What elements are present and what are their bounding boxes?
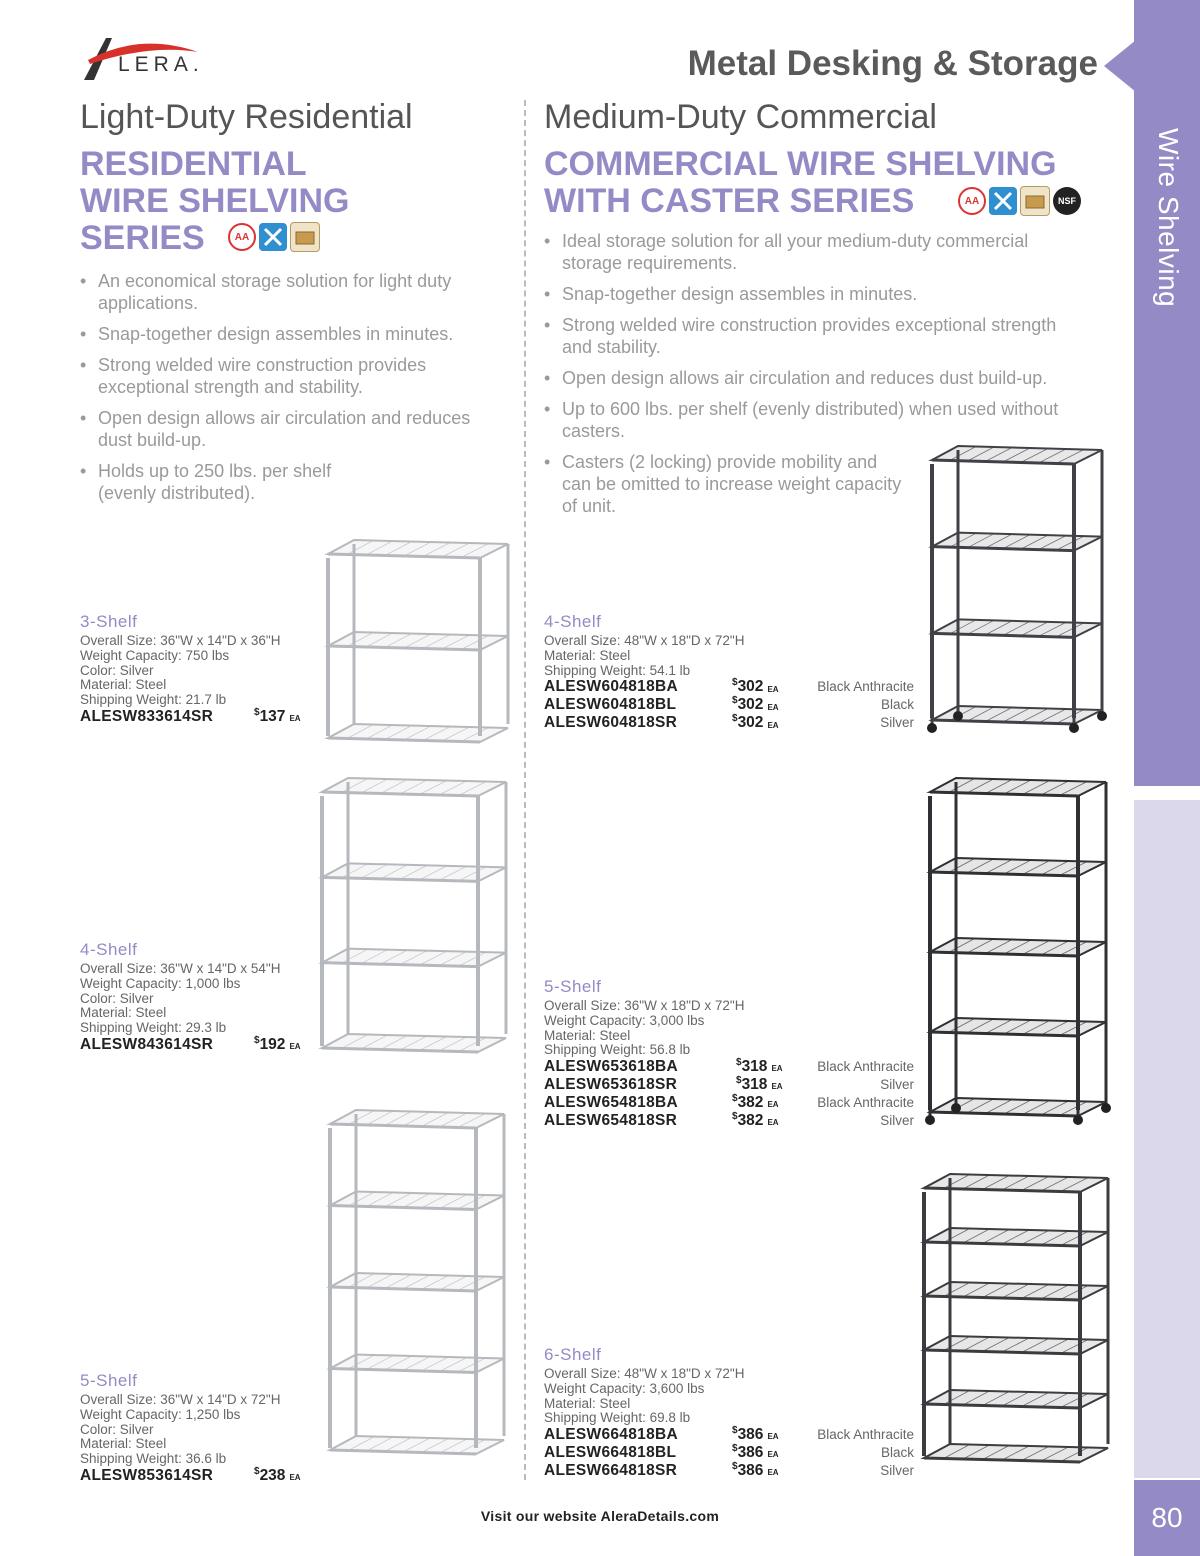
bullet-item: • Open design allows air circulation and reduces dust build-up. — [544, 367, 1089, 389]
sku-price: $238 EA — [254, 1465, 301, 1485]
product-spec: Material: Steel — [544, 1395, 631, 1411]
product-spec: Overall Size: 36"W x 18"D x 72"H — [544, 998, 745, 1013]
price-unit: EA — [289, 714, 301, 724]
product-spec: Material: Steel — [544, 647, 631, 663]
price-value: 238 — [259, 1467, 286, 1485]
right-series-line: WITH CASTER SERIES — [544, 182, 915, 220]
price-value: 382 — [737, 1094, 764, 1112]
price-value: 302 — [737, 714, 764, 732]
sku-color: Silver — [880, 715, 914, 731]
product-spec: Weight Capacity: 3,600 lbs — [544, 1380, 705, 1396]
sku-row — [544, 1462, 914, 1480]
right-series-line: COMMERCIAL WIRE SHELVING — [544, 145, 1057, 183]
sku-row — [80, 708, 320, 726]
shelf-image-4-black — [926, 444, 1108, 740]
sku-row — [544, 1426, 914, 1444]
page-title: Metal Desking & Storage — [687, 44, 1098, 83]
sku-code: ALESW843614SR — [80, 1035, 214, 1053]
side-tab — [1134, 0, 1200, 786]
sku-price: $382 EA — [732, 1093, 779, 1112]
product-spec: Weight Capacity: 3,000 lbs — [544, 1012, 705, 1028]
tools-icon — [259, 223, 287, 251]
product-spec: Color: Silver — [80, 662, 154, 678]
product-spec: Color: Silver — [80, 990, 154, 1006]
product-left-4-shelf — [80, 940, 320, 1054]
bullet-item: • Casters (2 locking) provide mobility and can be omitted to increase weight capacity of unit. — [544, 451, 902, 517]
sku-row — [80, 1467, 320, 1485]
sku-code: ALESW853614SR — [80, 1466, 214, 1484]
product-spec: Shipping Weight: 54.1 lb — [544, 662, 691, 678]
right-badges — [958, 186, 1081, 216]
bullet-item: • An economical storage solution for light duty applications. — [80, 270, 500, 314]
sku-color: Black Anthracite — [817, 1427, 914, 1443]
product-spec: Material: Steel — [80, 677, 167, 693]
right-subheading: Medium-Duty Commercial — [544, 98, 937, 136]
bullet-item: • Strong welded wire construction provides exceptional strength and stability. — [80, 354, 500, 398]
price-unit: EA — [771, 1082, 783, 1092]
price-value: 192 — [259, 1036, 286, 1054]
product-spec: Shipping Weight: 69.8 lb — [544, 1410, 691, 1426]
aa-badge-icon: AA — [958, 187, 986, 215]
product-right-4-shelf — [544, 612, 914, 732]
left-series-line: RESIDENTIAL — [80, 145, 307, 183]
product-left-3-shelf — [80, 612, 320, 726]
product-spec: Overall Size: 48"W x 18"D x 72"H — [544, 633, 745, 648]
sku-price: $382 EA — [732, 1111, 779, 1130]
price-unit: EA — [771, 1064, 783, 1074]
shelf-image-4-silver — [316, 776, 512, 1052]
product-title: 4-Shelf — [544, 612, 602, 631]
sku-code: ALESW833614SR — [80, 707, 214, 725]
shelf-image-5-black — [924, 776, 1112, 1132]
page-number: 80 — [1151, 1502, 1183, 1533]
product-left-5-shelf — [80, 1371, 320, 1485]
sku-color: Black Anthracite — [817, 679, 914, 695]
sku-price: $318 EA — [736, 1057, 783, 1076]
tools-icon — [989, 187, 1017, 215]
product-title: 3-Shelf — [80, 612, 138, 631]
product-spec: Overall Size: 36"W x 14"D x 36"H — [80, 633, 281, 648]
sku-row — [544, 1094, 914, 1112]
sku-price: $192 EA — [254, 1034, 301, 1054]
product-right-6-shelf — [544, 1345, 914, 1480]
sku-code: ALESW604818BL — [544, 696, 677, 714]
left-series-line: WIRE SHELVING — [80, 182, 350, 220]
sku-color: Silver — [880, 1113, 914, 1129]
logo-text: LERA. — [118, 53, 204, 76]
product-title: 6-Shelf — [544, 1345, 602, 1364]
product-right-5-shelf — [544, 977, 914, 1130]
sku-price: $386 EA — [732, 1461, 779, 1480]
bullet-item: • Snap-together design assembles in minutes. — [80, 323, 500, 345]
left-badges — [228, 222, 320, 252]
column-divider — [524, 100, 526, 1480]
product-spec: Overall Size: 36"W x 14"D x 72"H — [80, 1392, 281, 1407]
sku-code: ALESW654818SR — [544, 1112, 678, 1130]
product-spec: Overall Size: 48"W x 18"D x 72"H — [544, 1366, 745, 1381]
price-value: 137 — [259, 708, 286, 726]
sku-row — [544, 714, 914, 732]
nsf-badge-icon: NSF — [1053, 187, 1081, 215]
sku-color: Black Anthracite — [817, 1095, 914, 1111]
price-unit: EA — [767, 1450, 779, 1460]
sku-price: $302 EA — [732, 713, 779, 732]
price-value: 302 — [737, 678, 764, 696]
sku-price: $386 EA — [732, 1425, 779, 1444]
product-spec: Shipping Weight: 29.3 lb — [80, 1020, 227, 1036]
shelf-image-3-silver — [322, 538, 514, 742]
price-value: 318 — [741, 1076, 768, 1094]
price-unit: EA — [289, 1473, 301, 1483]
box-icon — [1020, 186, 1050, 216]
price-unit: EA — [767, 1468, 779, 1478]
aa-badge-icon: AA — [228, 223, 256, 251]
sku-code: ALESW664818BA — [544, 1426, 678, 1444]
price-unit: EA — [767, 1118, 779, 1128]
bullet-item: • Open design allows air circulation and reduces dust build-up. — [80, 407, 500, 451]
left-series-line: SERIES — [80, 219, 205, 257]
price-value: 386 — [737, 1444, 764, 1462]
price-unit: EA — [767, 1100, 779, 1110]
price-value: 302 — [737, 696, 764, 714]
product-spec: Color: Silver — [80, 1421, 154, 1437]
sku-code: ALESW604818SR — [544, 714, 678, 732]
price-value: 382 — [737, 1112, 764, 1130]
bullet-item: • Snap-together design assembles in minutes. — [544, 283, 1089, 305]
sku-code: ALESW604818BA — [544, 678, 678, 696]
price-unit: EA — [767, 684, 779, 694]
sku-row — [544, 1058, 914, 1076]
sku-code: ALESW653618SR — [544, 1076, 678, 1094]
sku-color: Silver — [880, 1077, 914, 1093]
bullet-item: • Holds up to 250 lbs. per shelf (evenly distributed). — [80, 460, 358, 504]
sku-code: ALESW654818BA — [544, 1094, 678, 1112]
product-spec: Weight Capacity: 1,250 lbs — [80, 1406, 241, 1422]
price-unit: EA — [767, 1432, 779, 1442]
bullet-item: • Ideal storage solution for all your medium-duty commercial storage requirements. — [544, 230, 1089, 274]
product-spec: Overall Size: 36"W x 14"D x 54"H — [80, 961, 281, 976]
sku-code: ALESW664818SR — [544, 1462, 678, 1480]
sku-color: Silver — [880, 1463, 914, 1479]
sku-price: $318 EA — [736, 1075, 783, 1094]
product-title: 4-Shelf — [80, 940, 138, 959]
product-spec: Material: Steel — [544, 1027, 631, 1043]
product-title: 5-Shelf — [80, 1371, 138, 1390]
price-value: 318 — [741, 1058, 768, 1076]
sku-row — [544, 1112, 914, 1130]
shelf-image-5-silver — [324, 1108, 510, 1454]
sku-row — [80, 1036, 320, 1054]
price-unit: EA — [767, 702, 779, 712]
product-title: 5-Shelf — [544, 977, 602, 996]
sku-price: $137 EA — [254, 706, 301, 726]
price-value: 386 — [737, 1426, 764, 1444]
sku-code: ALESW653618BA — [544, 1058, 678, 1076]
product-spec: Shipping Weight: 21.7 lb — [80, 692, 227, 708]
footer-website[interactable]: Visit our website AleraDetails.com — [480, 1508, 720, 1524]
price-value: 386 — [737, 1462, 764, 1480]
sku-row — [544, 1076, 914, 1094]
sku-price: $302 EA — [732, 677, 779, 696]
sku-row — [544, 696, 914, 714]
price-unit: EA — [767, 720, 779, 730]
shelf-image-6-black — [918, 1172, 1114, 1462]
product-spec: Weight Capacity: 750 lbs — [80, 647, 230, 663]
product-spec: Weight Capacity: 1,000 lbs — [80, 975, 241, 991]
sku-row — [544, 1444, 914, 1462]
product-spec: Shipping Weight: 56.8 lb — [544, 1042, 691, 1058]
sku-color: Black Anthracite — [817, 1059, 914, 1075]
sku-color: Black — [880, 697, 914, 713]
product-spec: Material: Steel — [80, 1005, 167, 1021]
side-tab-light — [1134, 800, 1200, 1478]
price-unit: EA — [289, 1042, 301, 1052]
side-tab-notch — [1104, 40, 1136, 92]
box-icon — [290, 222, 320, 252]
side-tab-label: Wire Shelving — [1153, 128, 1184, 308]
left-subheading: Light-Duty Residential — [80, 98, 413, 136]
product-spec: Shipping Weight: 36.6 lb — [80, 1451, 227, 1467]
bullet-item: • Strong welded wire construction provides exceptional strength and stability. — [544, 314, 1089, 358]
sku-price: $386 EA — [732, 1443, 779, 1462]
sku-row — [544, 678, 914, 696]
bullet-item: • Up to 600 lbs. per shelf (evenly distributed) when used without casters. — [544, 398, 1089, 442]
sku-price: $302 EA — [732, 695, 779, 714]
left-bullets — [80, 270, 500, 513]
product-spec: Material: Steel — [80, 1436, 167, 1452]
sku-code: ALESW664818BL — [544, 1444, 677, 1462]
sku-color: Black — [880, 1445, 914, 1461]
